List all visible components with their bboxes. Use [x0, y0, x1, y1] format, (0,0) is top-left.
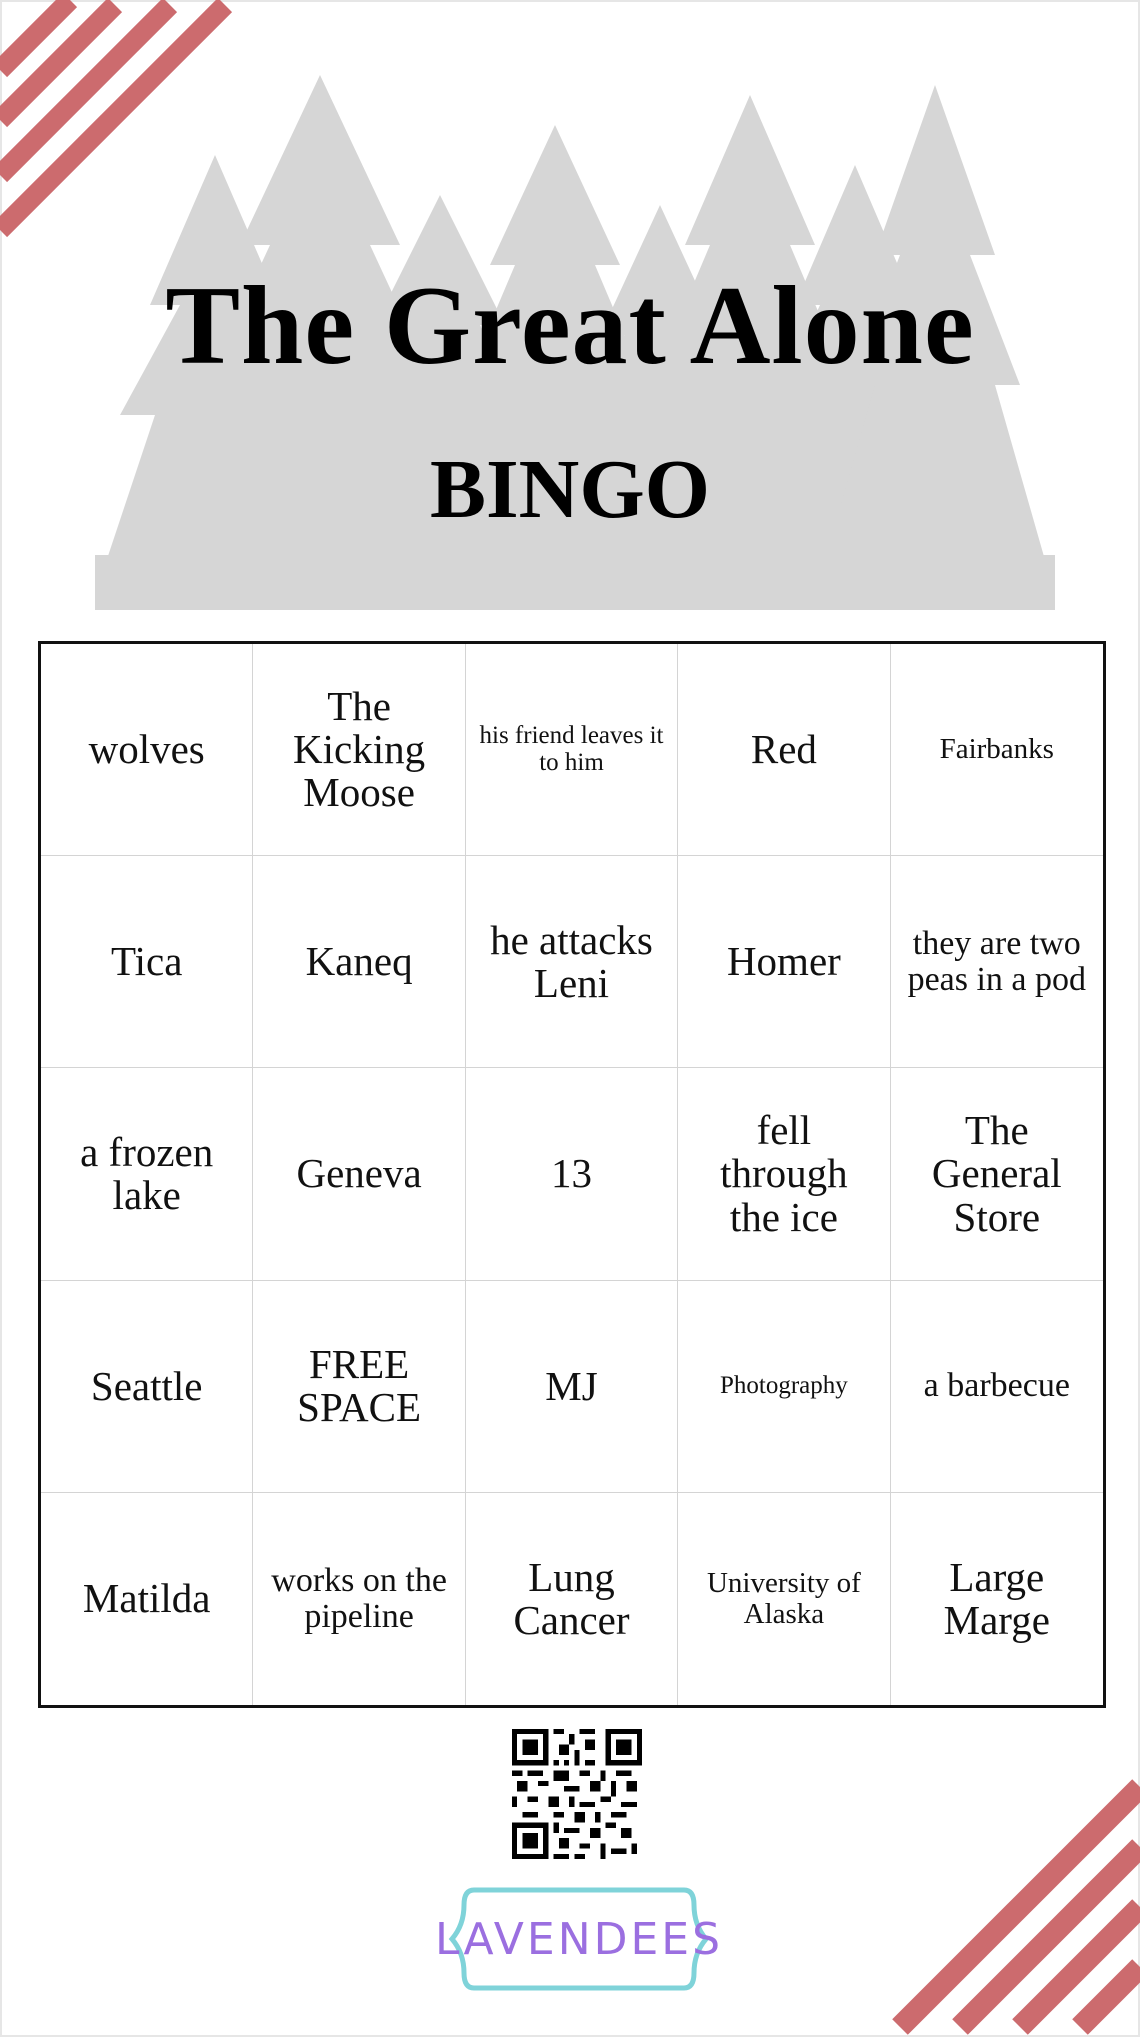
bingo-cell: wolves: [41, 644, 253, 856]
bingo-cell: MJ: [466, 1281, 678, 1493]
bingo-cell: FREE SPACE: [253, 1281, 465, 1493]
bingo-cell: University of Alaska: [678, 1493, 890, 1705]
bingo-cell: Large Marge: [943, 1553, 1050, 1643]
bingo-cell: Geneva: [253, 1068, 465, 1280]
bingo-cell: Homer: [678, 856, 890, 1068]
corner-stripes-bottom-right: [880, 1767, 1140, 2037]
bingo-grid: [38, 641, 1106, 1708]
bingo-cell: Kaneq: [253, 856, 465, 1068]
bingo-cell: his friend leaves it to him: [466, 644, 678, 856]
bingo-cell: Photography: [678, 1281, 890, 1493]
bingo-cell: The Kicking Moose: [253, 644, 465, 856]
bingo-cell: fell through the ice: [678, 1068, 890, 1280]
bingo-cell: he attacks Leni: [466, 856, 678, 1068]
bingo-cell: Matilda: [41, 1493, 253, 1705]
qr-code-icon: [512, 1729, 642, 1859]
bingo-cell: Tica: [41, 856, 253, 1068]
bingo-cell: 13: [466, 1068, 678, 1280]
bingo-cell: Lung Cancer: [466, 1493, 678, 1705]
bingo-cell: they are two peas in a pod: [891, 856, 1103, 1068]
bingo-cell: Seattle: [41, 1281, 253, 1493]
bingo-cell: Fairbanks: [891, 644, 1103, 856]
bingo-cell: The General Store: [891, 1068, 1103, 1280]
bingo-cell: a barbecue: [891, 1281, 1103, 1493]
bingo-cell: works on the pipeline: [253, 1493, 465, 1705]
bingo-cell: a frozen lake: [41, 1068, 253, 1280]
page-subtitle: BINGO: [429, 443, 711, 536]
logo-text: LAVENDEES: [434, 1913, 724, 1965]
page-title: The Great Alone: [165, 264, 975, 388]
bingo-cell: Red: [678, 644, 890, 856]
